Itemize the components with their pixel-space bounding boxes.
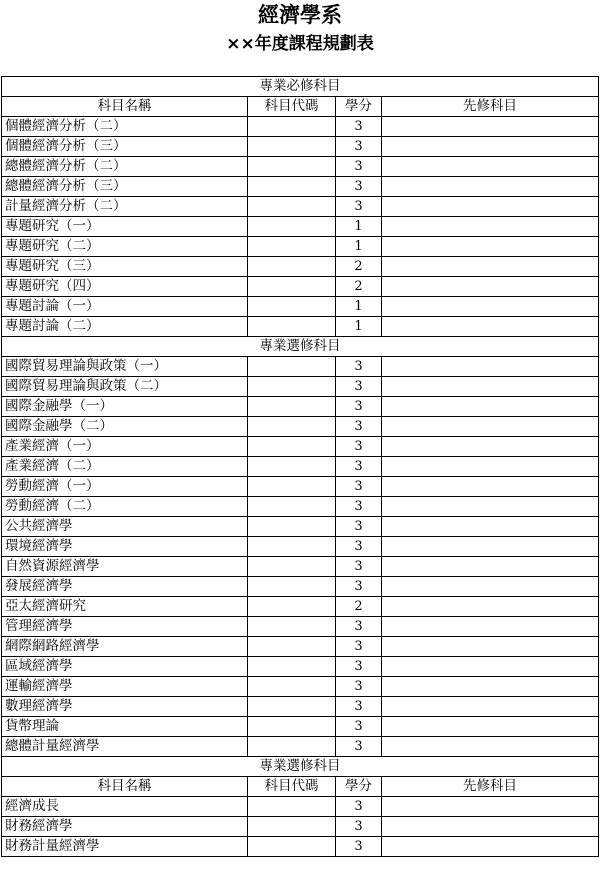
course-prereq-cell xyxy=(382,117,599,137)
course-name-cell: 國際金融學（一） xyxy=(2,397,248,417)
course-credits-cell: 3 xyxy=(336,557,382,577)
course-credits-cell: 3 xyxy=(336,817,382,837)
course-credits-cell: 3 xyxy=(336,837,382,857)
course-name-cell: 個體經濟分析（二） xyxy=(2,117,248,137)
course-code-cell xyxy=(248,657,336,677)
course-code-cell xyxy=(248,277,336,297)
table-row xyxy=(2,257,599,277)
course-credits-cell: 3 xyxy=(336,617,382,637)
course-credits-cell: 2 xyxy=(336,597,382,617)
course-name-cell: 環境經濟學 xyxy=(2,537,248,557)
table-row xyxy=(2,217,599,237)
table-row xyxy=(2,637,599,657)
course-prereq-cell xyxy=(382,837,599,857)
course-name-cell: 財務經濟學 xyxy=(2,817,248,837)
section-label: 專業必修科目 xyxy=(2,77,599,97)
course-code-cell xyxy=(248,417,336,437)
course-name-cell: 專題研究（一） xyxy=(2,217,248,237)
course-code-cell xyxy=(248,217,336,237)
course-prereq-cell xyxy=(382,537,599,557)
table-row xyxy=(2,457,599,477)
course-name-cell: 國際貿易理論與政策（二） xyxy=(2,377,248,397)
course-prereq-cell xyxy=(382,797,599,817)
table-row xyxy=(2,597,599,617)
course-prereq-cell xyxy=(382,617,599,637)
column-header-credits: 學分 xyxy=(336,777,382,797)
course-name-cell: 專題研究（四） xyxy=(2,277,248,297)
course-prereq-cell xyxy=(382,677,599,697)
table-row xyxy=(2,197,599,217)
course-code-cell xyxy=(248,497,336,517)
course-code-cell xyxy=(248,177,336,197)
table-row xyxy=(2,617,599,637)
table-row xyxy=(2,557,599,577)
column-header-code: 科目代碼 xyxy=(248,777,336,797)
course-name-cell: 產業經濟（二） xyxy=(2,457,248,477)
page-title: 經濟學系 xyxy=(258,3,342,27)
course-name-cell: 計量經濟分析（二） xyxy=(2,197,248,217)
course-credits-cell: 3 xyxy=(336,717,382,737)
course-name-cell: 專題討論（二） xyxy=(2,317,248,337)
course-prereq-cell xyxy=(382,557,599,577)
column-header-prereq: 先修科目 xyxy=(382,777,599,797)
course-code-cell xyxy=(248,117,336,137)
course-credits-cell: 3 xyxy=(336,677,382,697)
course-name-cell: 經濟成長 xyxy=(2,797,248,817)
course-code-cell xyxy=(248,637,336,657)
table-row xyxy=(2,157,599,177)
course-code-cell xyxy=(248,157,336,177)
table-row xyxy=(2,797,599,817)
course-prereq-cell xyxy=(382,657,599,677)
course-code-cell xyxy=(248,237,336,257)
course-prereq-cell xyxy=(382,737,599,757)
course-code-cell xyxy=(248,297,336,317)
course-code-cell xyxy=(248,557,336,577)
course-code-cell xyxy=(248,137,336,157)
course-name-cell: 個體經濟分析（三） xyxy=(2,137,248,157)
course-prereq-cell xyxy=(382,157,599,177)
course-credits-cell: 3 xyxy=(336,137,382,157)
course-name-cell: 公共經濟學 xyxy=(2,517,248,537)
table-row xyxy=(2,317,599,337)
course-prereq-cell xyxy=(382,197,599,217)
column-header-code: 科目代碼 xyxy=(248,97,336,117)
section-header-elective xyxy=(2,757,599,777)
course-name-cell: 運輸經濟學 xyxy=(2,677,248,697)
course-credits-cell: 3 xyxy=(336,357,382,377)
course-prereq-cell xyxy=(382,477,599,497)
course-credits-cell: 3 xyxy=(336,457,382,477)
course-prereq-cell xyxy=(382,697,599,717)
course-code-cell xyxy=(248,357,336,377)
course-code-cell xyxy=(248,737,336,757)
course-credits-cell: 3 xyxy=(336,517,382,537)
course-prereq-cell xyxy=(382,717,599,737)
course-name-cell: 專題研究（二） xyxy=(2,237,248,257)
table-row xyxy=(2,657,599,677)
column-header-prereq: 先修科目 xyxy=(382,97,599,117)
course-code-cell xyxy=(248,517,336,537)
course-prereq-cell xyxy=(382,377,599,397)
table-row xyxy=(2,417,599,437)
course-credits-cell: 3 xyxy=(336,537,382,557)
table-row xyxy=(2,737,599,757)
course-name-cell: 勞動經濟（二） xyxy=(2,497,248,517)
course-credits-cell: 3 xyxy=(336,397,382,417)
course-credits-cell: 3 xyxy=(336,377,382,397)
course-credits-cell: 3 xyxy=(336,177,382,197)
course-code-cell xyxy=(248,817,336,837)
course-name-cell: 勞動經濟（一） xyxy=(2,477,248,497)
course-code-cell xyxy=(248,697,336,717)
section-label: 專業選修科目 xyxy=(2,757,599,777)
course-code-cell xyxy=(248,377,336,397)
course-name-cell: 貨幣理論 xyxy=(2,717,248,737)
course-prereq-cell xyxy=(382,417,599,437)
column-header-row xyxy=(2,97,599,117)
course-name-cell: 國際金融學（二） xyxy=(2,417,248,437)
course-credits-cell: 3 xyxy=(336,657,382,677)
course-name-cell: 網際網路經濟學 xyxy=(2,637,248,657)
course-credits-cell: 2 xyxy=(336,257,382,277)
course-code-cell xyxy=(248,577,336,597)
table-row xyxy=(2,277,599,297)
course-name-cell: 產業經濟（一） xyxy=(2,437,248,457)
course-prereq-cell xyxy=(382,637,599,657)
course-name-cell: 專題討論（一） xyxy=(2,297,248,317)
course-name-cell: 區域經濟學 xyxy=(2,657,248,677)
course-credits-cell: 3 xyxy=(336,197,382,217)
course-credits-cell: 3 xyxy=(336,637,382,657)
course-prereq-cell xyxy=(382,257,599,277)
page-subtitle: ××年度課程規劃表 xyxy=(226,34,374,54)
course-prereq-cell xyxy=(382,397,599,417)
table-row xyxy=(2,437,599,457)
column-header-credits: 學分 xyxy=(336,97,382,117)
table-row xyxy=(2,397,599,417)
table-row xyxy=(2,477,599,497)
course-code-cell xyxy=(248,317,336,337)
course-credits-cell: 1 xyxy=(336,237,382,257)
course-name-cell: 國際貿易理論與政策（一） xyxy=(2,357,248,377)
course-code-cell xyxy=(248,717,336,737)
table-row xyxy=(2,377,599,397)
course-code-cell xyxy=(248,797,336,817)
course-name-cell: 管理經濟學 xyxy=(2,617,248,637)
course-prereq-cell xyxy=(382,457,599,477)
column-header-name: 科目名稱 xyxy=(2,97,248,117)
course-prereq-cell xyxy=(382,177,599,197)
course-prereq-cell xyxy=(382,817,599,837)
course-credits-cell: 3 xyxy=(336,437,382,457)
course-prereq-cell xyxy=(382,277,599,297)
course-code-cell xyxy=(248,437,336,457)
table-row xyxy=(2,697,599,717)
table-row xyxy=(2,837,599,857)
course-credits-cell: 3 xyxy=(336,697,382,717)
course-code-cell xyxy=(248,397,336,417)
course-prereq-cell xyxy=(382,237,599,257)
course-credits-cell: 1 xyxy=(336,297,382,317)
course-name-cell: 數理經濟學 xyxy=(2,697,248,717)
table-row xyxy=(2,817,599,837)
table-row xyxy=(2,497,599,517)
course-code-cell xyxy=(248,597,336,617)
table-row xyxy=(2,117,599,137)
course-code-cell xyxy=(248,457,336,477)
course-name-cell: 亞太經濟研究 xyxy=(2,597,248,617)
table-row xyxy=(2,717,599,737)
course-plan-table xyxy=(1,76,599,857)
course-code-cell xyxy=(248,477,336,497)
course-prereq-cell xyxy=(382,597,599,617)
column-header-row xyxy=(2,777,599,797)
section-label: 專業選修科目 xyxy=(2,337,599,357)
course-name-cell: 總體經濟分析（二） xyxy=(2,157,248,177)
course-credits-cell: 3 xyxy=(336,497,382,517)
column-header-name: 科目名稱 xyxy=(2,777,248,797)
course-code-cell xyxy=(248,677,336,697)
course-prereq-cell xyxy=(382,497,599,517)
table-row xyxy=(2,177,599,197)
course-prereq-cell xyxy=(382,357,599,377)
course-prereq-cell xyxy=(382,517,599,537)
course-credits-cell: 3 xyxy=(336,117,382,137)
course-name-cell: 專題研究（三） xyxy=(2,257,248,277)
table-row xyxy=(2,577,599,597)
table-row xyxy=(2,517,599,537)
course-credits-cell: 3 xyxy=(336,157,382,177)
table-row xyxy=(2,677,599,697)
course-name-cell: 發展經濟學 xyxy=(2,577,248,597)
table-row xyxy=(2,357,599,377)
course-code-cell xyxy=(248,197,336,217)
course-prereq-cell xyxy=(382,137,599,157)
course-code-cell xyxy=(248,257,336,277)
course-code-cell xyxy=(248,837,336,857)
course-credits-cell: 3 xyxy=(336,577,382,597)
table-row xyxy=(2,297,599,317)
section-header-required xyxy=(2,77,599,97)
course-credits-cell: 1 xyxy=(336,217,382,237)
course-prereq-cell xyxy=(382,317,599,337)
course-credits-cell: 3 xyxy=(336,797,382,817)
section-header-elective xyxy=(2,337,599,357)
course-code-cell xyxy=(248,537,336,557)
table-row xyxy=(2,237,599,257)
course-prereq-cell xyxy=(382,577,599,597)
course-plan-body xyxy=(2,77,599,857)
table-row xyxy=(2,537,599,557)
course-name-cell: 總體計量經濟學 xyxy=(2,737,248,757)
course-code-cell xyxy=(248,617,336,637)
course-prereq-cell xyxy=(382,217,599,237)
course-credits-cell: 1 xyxy=(336,317,382,337)
course-prereq-cell xyxy=(382,437,599,457)
course-credits-cell: 3 xyxy=(336,417,382,437)
course-credits-cell: 3 xyxy=(336,477,382,497)
course-credits-cell: 3 xyxy=(336,737,382,757)
course-name-cell: 自然資源經濟學 xyxy=(2,557,248,577)
course-credits-cell: 2 xyxy=(336,277,382,297)
course-name-cell: 總體經濟分析（三） xyxy=(2,177,248,197)
course-name-cell: 財務計量經濟學 xyxy=(2,837,248,857)
course-prereq-cell xyxy=(382,297,599,317)
table-row xyxy=(2,137,599,157)
